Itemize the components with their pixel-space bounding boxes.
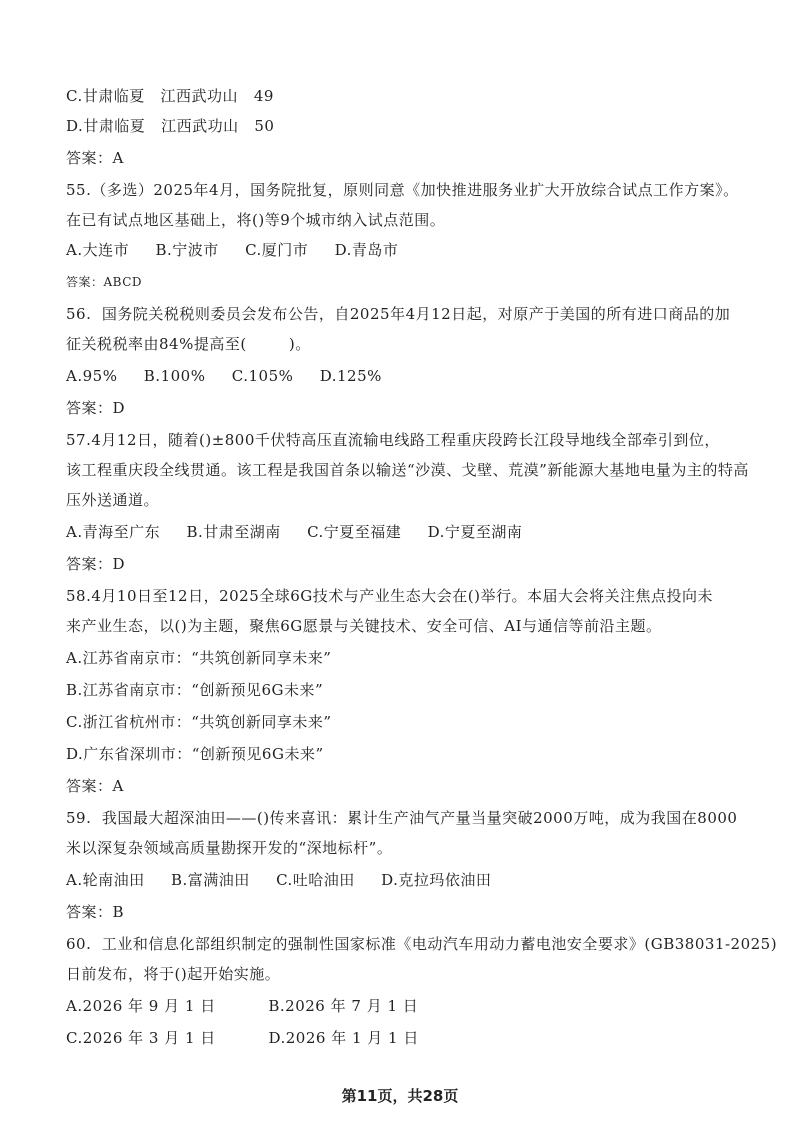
option-c-q54: C.甘肃临夏 江西武功山 49 (66, 87, 274, 105)
question-56-line-1: 56. 国务院关税税则委员会发布公告，自2025年4月12日起，对原产于美国的所有进口商品的加 (66, 305, 731, 323)
option-c-q58: C.浙江省杭州市：“共筑创新同享未来” (66, 713, 332, 731)
option-a-q58: A.江苏省南京市：“共筑创新同享未来” (66, 649, 332, 667)
answer-q54: 答案：A (66, 149, 124, 167)
answer-q57: 答案：D (66, 555, 126, 573)
answer-q55: 答案：ABCD (66, 275, 143, 289)
question-57-line-2: 该工程重庆段全线贯通。该工程是我国首条以输送“沙漠、戈壁、荒漠”新能源大基地电量为主的特高 (66, 461, 749, 479)
options-q56: A.95% B.100% C.105% D.125% (66, 367, 382, 385)
question-58-line-2: 来产业生态，以()为主题，聚焦6G愿景与关键技术、安全可信、AI与通信等前沿主题。 (66, 617, 662, 635)
question-57-line-3: 压外送通道。 (66, 491, 160, 509)
page-number-footer: 第11页，共28页 (341, 1087, 459, 1105)
options-q59: A.轮南油田 B.富满油田 C.吐哈油田 D.克拉玛依油田 (66, 871, 492, 889)
options-q55: A.大连市 B.宁波市 C.厦门市 D.青岛市 (66, 241, 399, 259)
question-60-line-1: 60. 工业和信息化部组织制定的强制性国家标准《电动汽车用动力蓄电池安全要求》(GB38031-2025) (66, 935, 778, 953)
option-d-q54: D.甘肃临夏 江西武功山 50 (66, 117, 275, 135)
options-q57: A.青海至广东 B.甘肃至湖南 C.宁夏至福建 D.宁夏至湖南 (66, 523, 523, 541)
options-q60-row-2: C.2026 年 3 月 1 日 D.2026 年 1 月 1 日 (66, 1029, 419, 1047)
question-55-line-1: 55.（多选）2025年4月，国务院批复，原则同意《加快推进服务业扩大开放综合试点工作方案》。 (66, 181, 739, 199)
options-q60-row-1: A.2026 年 9 月 1 日 B.2026 年 7 月 1 日 (66, 997, 419, 1015)
question-59-line-1: 59. 我国最大超深油田——()传来喜讯：累计生产油气产量当量突破2000万吨，成为我国在8000 (66, 809, 738, 827)
option-b-q58: B.江苏省南京市：“创新预见6G未来” (66, 681, 324, 699)
question-55-line-2: 在已有试点地区基础上，将()等9个城市纳入试点范围。 (66, 211, 446, 229)
answer-q58: 答案：A (66, 777, 124, 795)
question-56-line-2: 征关税税率由84%提高至( )。 (66, 335, 311, 353)
question-59-line-2: 米以深复杂领域高质量勘探开发的“深地标杆”。 (66, 839, 393, 857)
question-57-line-1: 57.4月12日，随着()±800千伏特高压直流输电线路工程重庆段跨长江段导地线全部牵引到位， (66, 431, 720, 449)
question-58-line-1: 58.4月10日至12日，2025全球6G技术与产业生态大会在()举行。本届大会将关注焦点投向未 (66, 587, 713, 605)
answer-q56: 答案：D (66, 399, 126, 417)
option-d-q58: D.广东省深圳市：“创新预见6G未来” (66, 745, 324, 763)
question-60-line-2: 日前发布，将于()起开始实施。 (66, 965, 281, 983)
answer-q59: 答案：B (66, 903, 125, 921)
